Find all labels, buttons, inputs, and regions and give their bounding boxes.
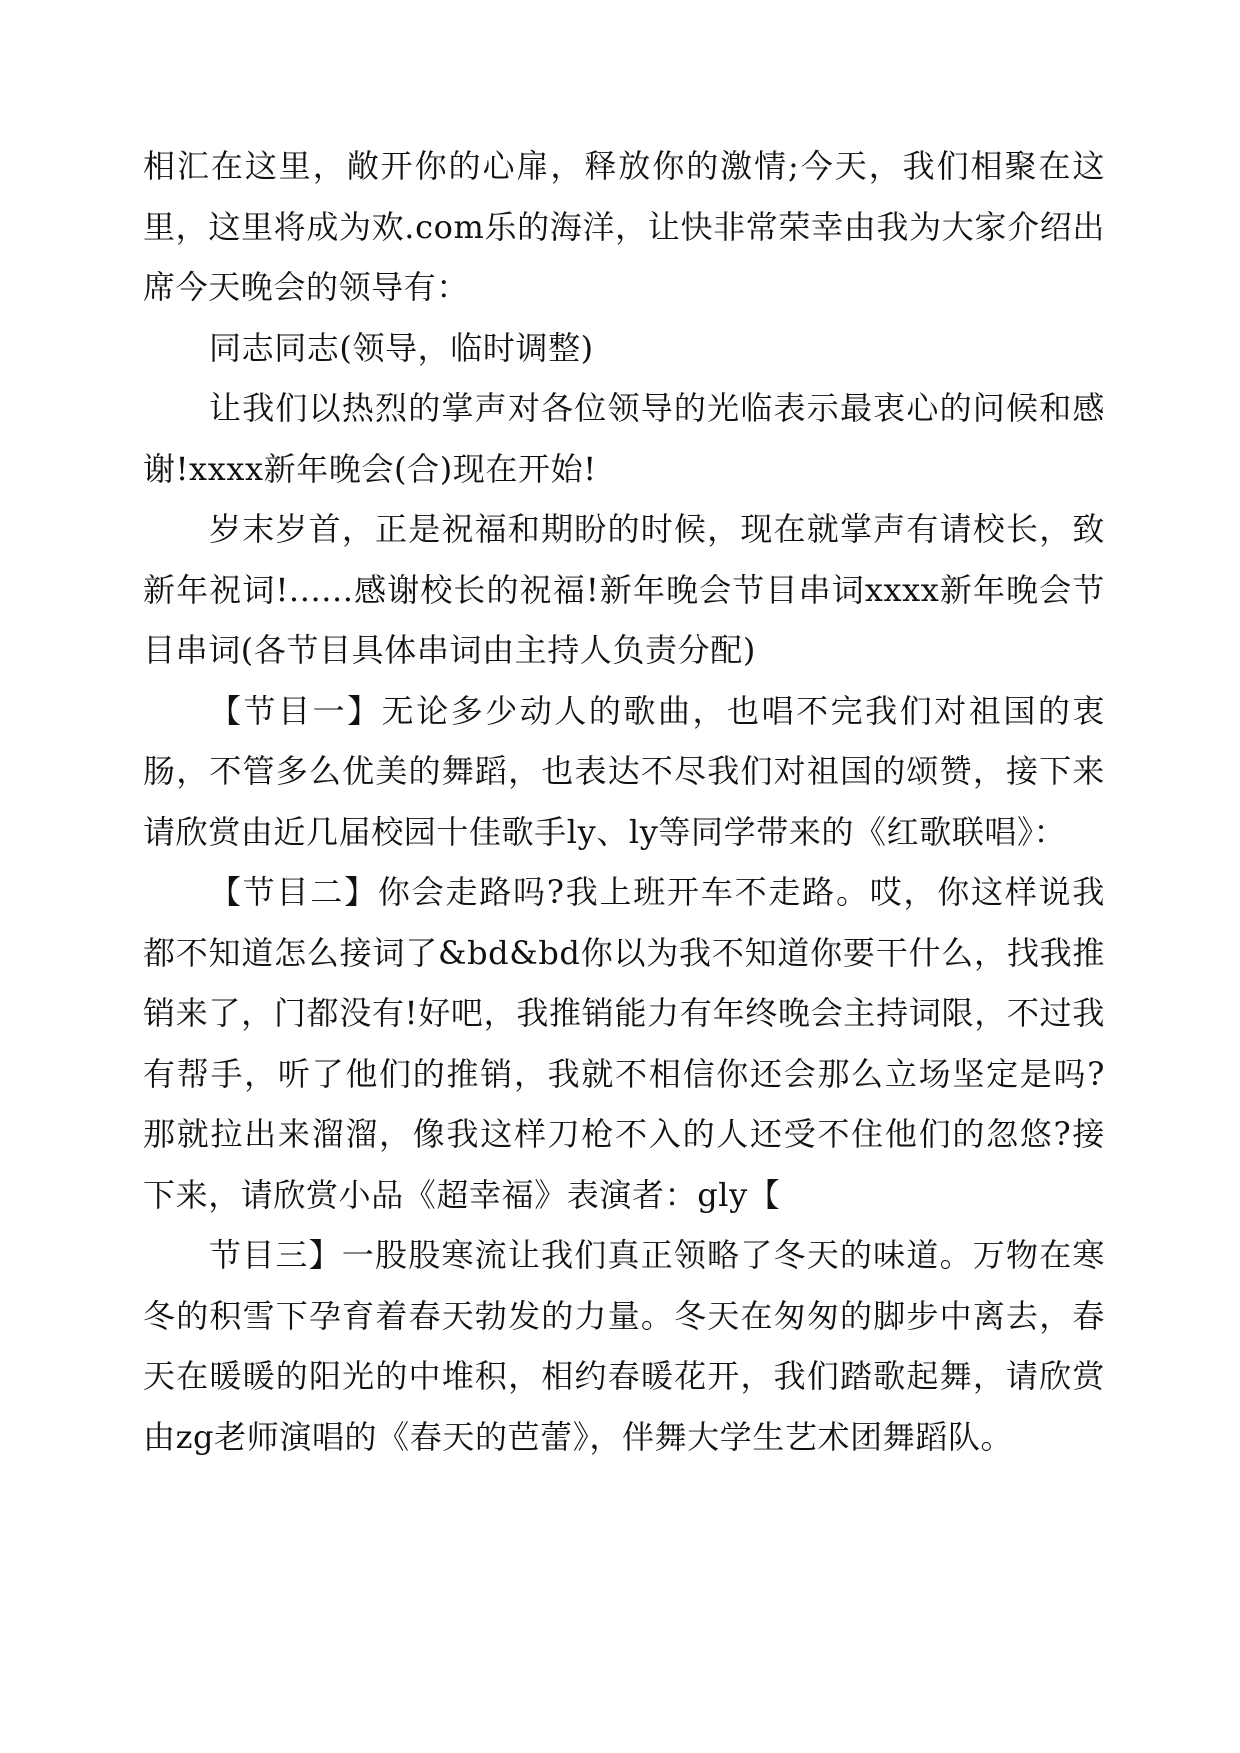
document-body	[143, 136, 1105, 1467]
paragraph-1: 相汇在这里，敞开你的心扉，释放你的激情;今天，我们相聚在这里，这里将成为欢.com乐的海洋，让快非常荣幸由我为大家介绍出席今天晚会的领导有：	[143, 147, 1105, 306]
paragraph-3: 让我们以热烈的掌声对各位领导的光临表示最衷心的问候和感谢!xxxx新年晚会(合)现在开始!	[143, 389, 1105, 488]
paragraph-5: 【节目一】无论多少动人的歌曲，也唱不完我们对祖国的衷肠，不管多么优美的舞蹈，也表达不尽我们对祖国的颂赞，接下来请欣赏由近几届校园十佳歌手ly、ly等同学带来的《红歌联唱》：	[143, 691, 1105, 851]
paragraph-6: 【节目二】你会走路吗?我上班开车不走路。哎，你这样说我都不知道怎么接词了&bd&bd你以为我不知道你要干什么，找我推销来了，门都没有!好吧，我推销能力有年终晚会主持词限，不过我有帮手，听了他们的推销，我就不相信你还会那么立场坚定是吗?那就拉出来溜溜，像我这样刀枪不入的人还受不住他们的忽悠?接下来，请欣赏小品《超幸福》表演者：gly【	[143, 873, 1105, 1214]
paragraph-4: 岁末岁首，正是祝福和期盼的时候，现在就掌声有请校长，致新年祝词!......感谢校长的祝福!新年晚会节目串词xxxx新年晚会节目串词(各节目具体串词由主持人负责分配)	[143, 510, 1105, 669]
paragraph-7: 节目三】一股股寒流让我们真正领略了冬天的味道。万物在寒冬的积雪下孕育着春天勃发的力量。冬天在匆匆的脚步中离去，春天在暖暖的阳光的中堆积，相约春暖花开，我们踏歌起舞，请欣赏由zg老师演唱的《春天的芭蕾》，伴舞大学生艺术团舞蹈队。	[143, 1236, 1105, 1456]
paragraph-2: 同志同志(领导，临时调整)	[209, 328, 594, 367]
